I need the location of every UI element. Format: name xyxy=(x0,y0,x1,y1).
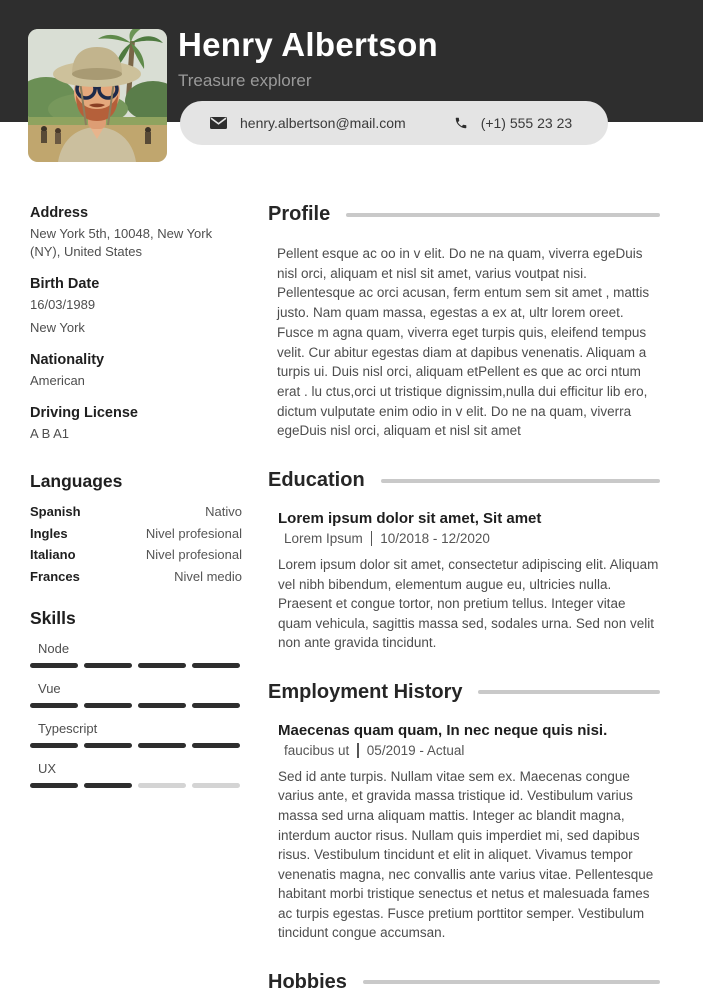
entry-organization: Lorem Ipsum xyxy=(284,531,363,547)
language-row xyxy=(30,526,242,541)
driving-license-group xyxy=(30,405,242,443)
skill-bar-segment xyxy=(138,743,186,748)
skill-bar-group xyxy=(30,663,242,668)
separator-bar xyxy=(371,531,373,546)
language-name: Ingles xyxy=(30,525,68,541)
nationality-value: American xyxy=(30,372,85,388)
language-level: Nivel profesional xyxy=(145,547,242,563)
person-job-title: Treasure explorer xyxy=(178,71,312,90)
language-level: Nivel medio xyxy=(174,568,242,584)
skill-bar-segment xyxy=(30,663,78,668)
section-divider-line xyxy=(363,980,660,984)
address-label: Address xyxy=(30,205,89,221)
skill-bar-segment xyxy=(192,783,240,788)
driving-license-label: Driving License xyxy=(30,404,138,421)
section-divider-line xyxy=(478,690,660,694)
skill-item xyxy=(30,761,242,788)
nationality-label: Nationality xyxy=(30,351,105,368)
entry-period: 05/2019 - Actual xyxy=(366,742,465,758)
skill-bar-group xyxy=(30,783,242,788)
hobbies-section-head xyxy=(268,971,660,994)
employment-section-head xyxy=(268,681,660,704)
separator-bar xyxy=(357,743,359,758)
section-divider-line xyxy=(381,479,660,483)
hobbies-heading: Hobbies xyxy=(268,970,347,993)
birth-date-value: 16/03/1989 xyxy=(30,297,96,313)
sidebar xyxy=(30,205,242,801)
address-group xyxy=(30,205,242,261)
main-content xyxy=(268,203,660,994)
skill-bar-segment xyxy=(192,663,240,668)
languages-section xyxy=(30,471,242,584)
language-row xyxy=(30,569,242,584)
education-heading: Education xyxy=(268,469,365,492)
skill-item xyxy=(30,721,242,748)
languages-list xyxy=(30,504,242,584)
entry-subtitle xyxy=(284,531,660,546)
entry-text: Lorem ipsum dolor sit amet, consectetur adipiscing elit. Aliquam vel nibh bibendum, elementum augue eu, ultricies nulla. Praesent et congue tortor, non pretium tellus. Integer vitae quam vehicula, sagittis massa sed, sodales urna. Sed non velit non ante gravida tincidunt. xyxy=(278,557,659,651)
entry-title: Maecenas quam quam, In nec neque quis nisi. xyxy=(278,721,608,739)
contact-pill xyxy=(180,101,608,145)
skill-item xyxy=(30,681,242,708)
entry-text: Sed id ante turpis. Nullam vitae sem ex. Maecenas congue varius ante, et gravida massa tristique id. Vestibulum varius massa sed urna aliquam mattis. Integer ac blandit magna, interdum auctor risus. Nullam quis imperdiet mi, sed dapibus risus. Vestibulum tincidunt et elit in aliquet. Vivamus tempor venenatis magna, nec convallis ante varius vitae. Pellentesque habitant morbi tristique senectus et netus et malesuada fames ac turpis egestas. Fusce pretium porttitor semper. Vestibulum tincidunt congue accumsan. xyxy=(278,768,654,941)
language-name: Italiano xyxy=(30,547,76,563)
hobbies-section xyxy=(268,971,660,994)
entry-title: Lorem ipsum dolor sit amet, Sit amet xyxy=(278,510,542,528)
skill-bar-segment xyxy=(138,783,186,788)
phone-icon xyxy=(454,116,468,130)
entry xyxy=(268,510,660,653)
skill-item xyxy=(30,641,242,668)
email-contact[interactable] xyxy=(210,115,406,131)
driving-license-value: A B A1 xyxy=(30,425,70,441)
entry-organization: faucibus ut xyxy=(284,742,350,758)
employment-section xyxy=(268,681,660,943)
skill-bar-segment xyxy=(138,663,186,668)
skill-bar-group xyxy=(30,703,242,708)
education-entries xyxy=(268,510,660,653)
birth-date-label: Birth Date xyxy=(30,276,100,293)
birth-date-group xyxy=(30,276,242,336)
skill-bar-segment xyxy=(30,703,78,708)
skill-bar-group xyxy=(30,743,242,748)
skill-bar-segment xyxy=(192,743,240,748)
envelope-icon xyxy=(210,117,227,129)
skills-section xyxy=(30,608,242,788)
skill-bar-segment xyxy=(84,783,132,788)
employment-heading: Employment History xyxy=(268,680,463,703)
profile-heading: Profile xyxy=(268,203,331,225)
profile-photo xyxy=(28,29,167,162)
section-divider-line xyxy=(346,213,660,217)
phone-contact[interactable] xyxy=(454,115,572,131)
entry xyxy=(268,722,660,943)
skill-name: UX xyxy=(38,760,57,776)
skill-bar-segment xyxy=(84,663,132,668)
phone-text: (+1) 555 23 23 xyxy=(480,115,573,131)
language-row xyxy=(30,504,242,519)
language-level: Nativo xyxy=(205,504,242,520)
skill-name: Vue xyxy=(38,680,61,696)
skill-bar-segment xyxy=(138,703,186,708)
employment-entries xyxy=(268,722,660,943)
nationality-group xyxy=(30,352,242,390)
skill-name: Node xyxy=(38,640,70,656)
entry-subtitle xyxy=(284,743,660,758)
entry-period: 10/2018 - 12/2020 xyxy=(380,531,490,547)
skill-bar-segment xyxy=(30,783,78,788)
skills-list xyxy=(30,641,242,788)
skill-name: Typescript xyxy=(38,720,98,736)
education-section xyxy=(268,469,660,653)
language-level: Nivel profesional xyxy=(145,525,242,541)
skill-bar-segment xyxy=(84,703,132,708)
address-value: New York 5th, 10048, New York (NY), United States xyxy=(30,226,213,260)
person-name: Henry Albertson xyxy=(178,26,438,63)
language-name: Frances xyxy=(30,568,80,584)
education-section-head xyxy=(268,469,660,492)
profile-section-head xyxy=(268,203,660,226)
language-name: Spanish xyxy=(30,504,81,520)
skill-bar-segment xyxy=(84,743,132,748)
email-text: henry.albertson@mail.com xyxy=(240,115,406,131)
skills-heading: Skills xyxy=(30,607,76,628)
skill-bar-segment xyxy=(192,703,240,708)
identity-block xyxy=(178,26,438,91)
profile-text: Pellent esque ac oo in v elit. Do ne na quam, viverra egeDuis nisl orci, aliquam et nisl sit amet, varius voutpat nisi. Pellentesque ac orci acusan, ferm entum sem sit amet , mattis justo. Nam quam massa, egestas a ex at, ultr lorem oreet. Fusce m agna quam, viverra eget turpis quis, eleifend tempus velit. Cur abitur egestas diam at dapibus venenatis. Aliquam a turpis ui. Duis nisl orci, aliquam etPellent es que ac orci ntum erat . lu ctus,orci ut tristique dignissim,nulla dui efficitur lib ero, dictum vulputate enim odio in v elit. Do ne na quam, viverra egeDuis nisl orci, aliquam et nisl sit amet xyxy=(277,246,650,439)
language-row xyxy=(30,547,242,562)
languages-heading: Languages xyxy=(30,471,123,492)
profile-section xyxy=(268,203,660,441)
birth-place-value: New York xyxy=(30,319,85,335)
skill-bar-segment xyxy=(30,743,78,748)
